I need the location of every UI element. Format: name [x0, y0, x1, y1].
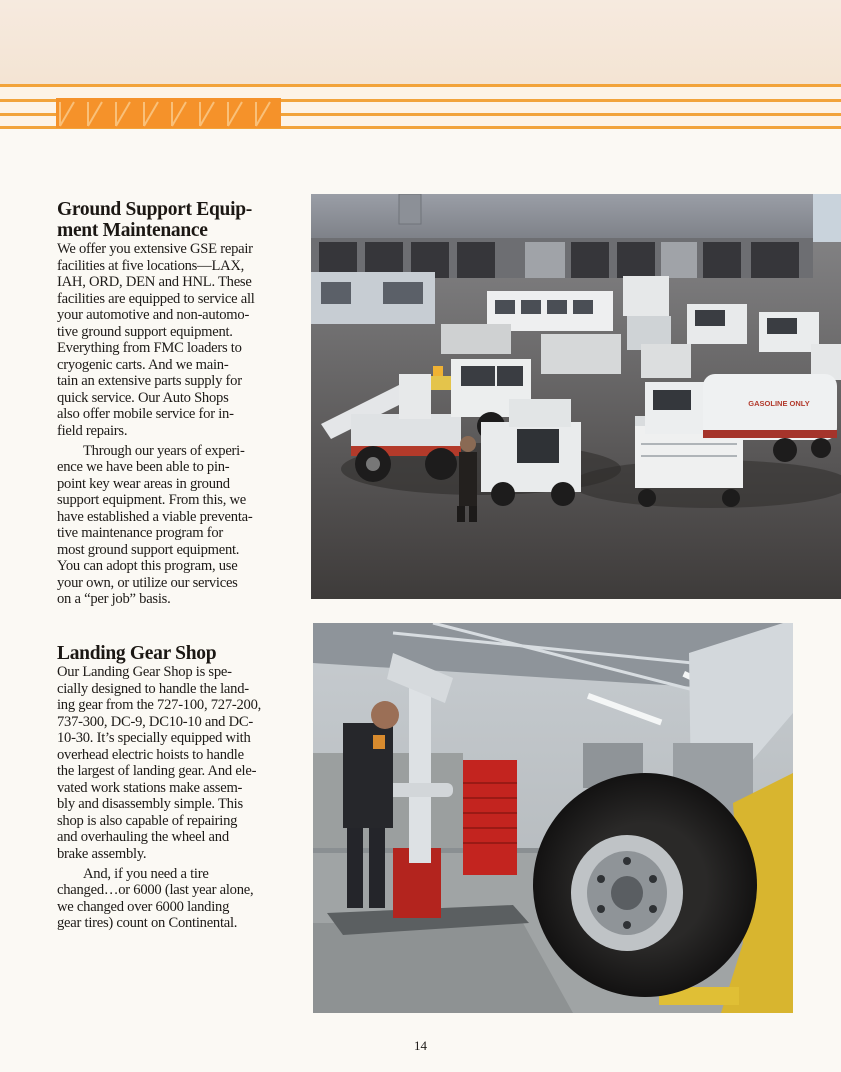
- page-number: 14: [414, 1038, 427, 1053]
- text-line: Our Landing Gear Shop is spe-: [57, 664, 232, 680]
- text-line: shop is also capable of repairing: [57, 812, 238, 829]
- text-line: IAH, ORD, DEN and HNL. These: [57, 274, 252, 291]
- gse-heading-line: ment Maintenance: [57, 220, 208, 241]
- text-line: also offer mobile service for in-: [57, 406, 234, 423]
- text-line: the largest of landing gear. And ele-: [57, 763, 257, 780]
- text-line: vated work stations make assem-: [57, 779, 243, 796]
- text-line: your own, or utilize our services: [57, 574, 238, 591]
- gse-paragraph-2: [57, 443, 283, 608]
- text-line: And, if you need a tire: [83, 865, 209, 882]
- text-line: facilities at five locations—LAX,: [57, 257, 245, 274]
- gse-paragraph-1: [57, 241, 283, 440]
- text-line: We offer you extensive GSE repair: [57, 241, 253, 257]
- text-line: ing gear from the 727-100, 727-200,: [57, 697, 262, 714]
- text-line: and overhauling the wheel and: [57, 829, 229, 846]
- gse-heading: [57, 199, 283, 241]
- text-line: facilities are equipped to service all: [57, 290, 255, 307]
- text-line: we changed over 6000 landing: [57, 898, 230, 915]
- text-line: tive maintenance program for: [57, 525, 224, 542]
- text-line: overhead electric hoists to handle: [57, 746, 244, 763]
- landing-gear-section: [57, 643, 283, 932]
- landing-gear-heading: [57, 643, 283, 664]
- text-line: changed…or 6000 (last year alone,: [57, 882, 254, 899]
- text-line: bly and disassembly simple. This: [57, 796, 243, 813]
- fuel-truck-sign: GASOLINE ONLY: [748, 399, 810, 408]
- text-line: field repairs.: [57, 423, 128, 440]
- landing-gear-shop-photo: [313, 623, 793, 1013]
- text-line: on a “per job” basis.: [57, 591, 171, 608]
- text-line: 10-30. It’s specially equipped with: [57, 730, 251, 747]
- landing-gear-paragraph-1: [57, 664, 283, 863]
- header-band: [0, 0, 841, 86]
- text-line: have established a viable preventa-: [57, 508, 253, 525]
- text-line: 737-300, DC-9, DC10-10 and DC-: [57, 713, 253, 730]
- landing-gear-paragraph-2: [57, 866, 283, 932]
- gse-section: [57, 199, 283, 608]
- text-line: ence we have been able to pin-: [57, 459, 230, 476]
- gse-vehicles-photo: [311, 194, 841, 599]
- text-line: cryogenic carts. And we main-: [57, 356, 229, 373]
- header-orange-block: [56, 98, 281, 128]
- text-line: support equipment. From this, we: [57, 492, 247, 509]
- text-line: Through our years of experi-: [83, 442, 245, 459]
- text-line: point key wear areas in ground: [57, 475, 230, 492]
- text-line: brake assembly.: [57, 846, 147, 863]
- text-line: You can adopt this program, use: [57, 558, 238, 575]
- text-line: quick service. Our Auto Shops: [57, 389, 229, 406]
- header-rule: [0, 84, 841, 87]
- text-line: cially designed to handle the land-: [57, 680, 249, 697]
- landing-gear-heading-line: Landing Gear Shop: [57, 643, 217, 664]
- gse-heading-line: Ground Support Equip-: [57, 199, 252, 220]
- text-line: most ground support equipment.: [57, 541, 240, 558]
- text-line: gear tires) count on Continental.: [57, 915, 238, 932]
- text-line: Everything from FMC loaders to: [57, 340, 242, 357]
- text-line: tive ground support equipment.: [57, 323, 233, 340]
- text-line: your automotive and non-automo-: [57, 307, 250, 324]
- text-line: tain an extensive parts supply for: [57, 373, 242, 390]
